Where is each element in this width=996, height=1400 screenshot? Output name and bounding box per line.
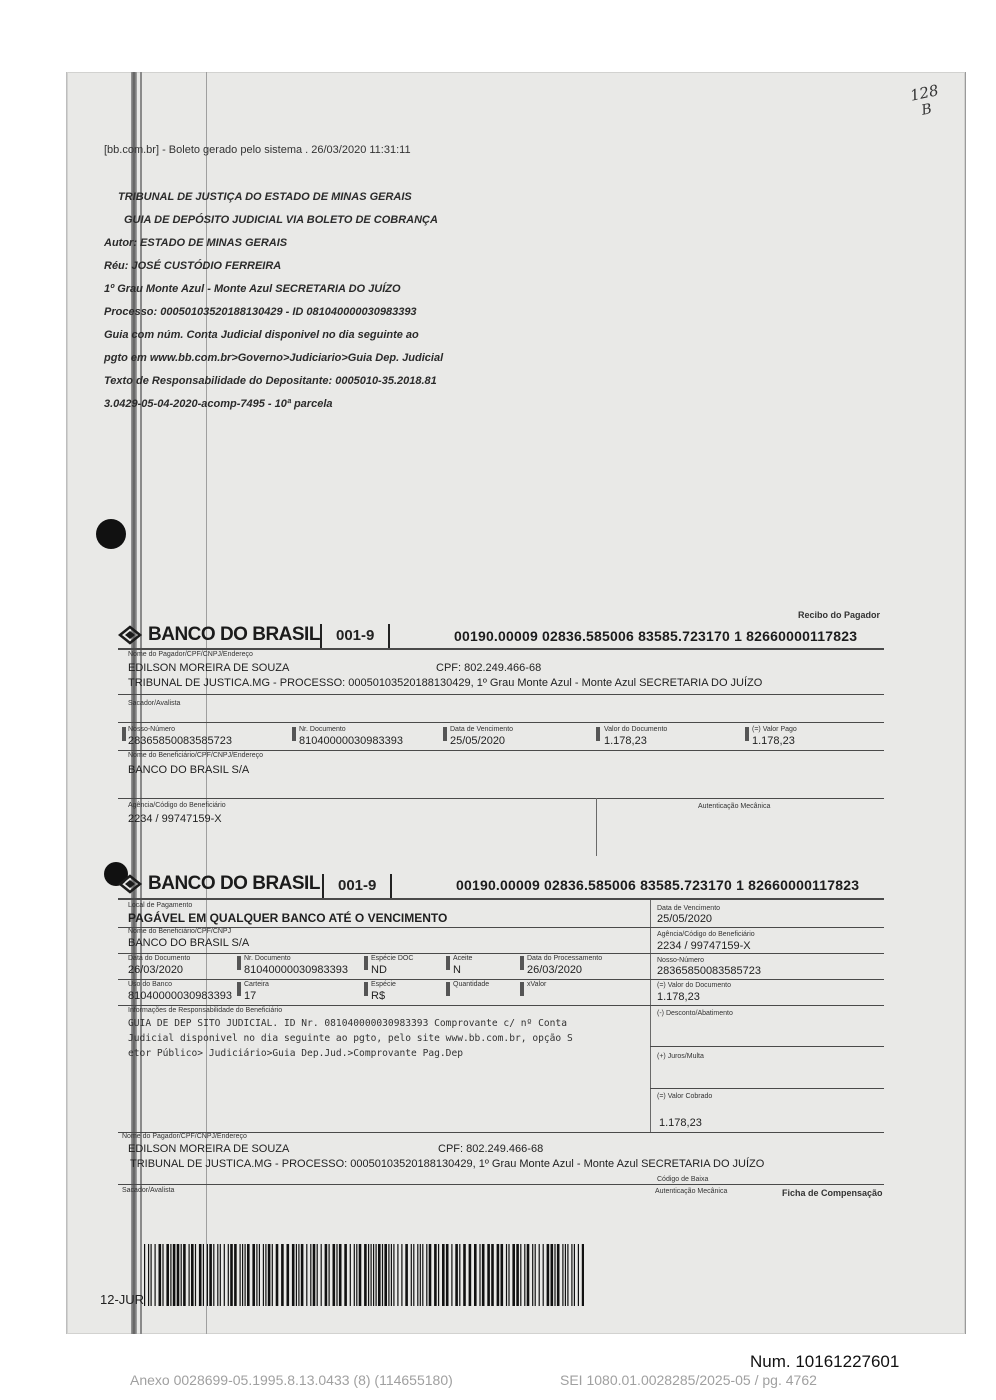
guarantor-label: Sacador/Avalista (122, 1187, 175, 1194)
agency-label: Agência/Código do Beneficiário (657, 931, 755, 938)
barcode-bar (199, 1244, 202, 1306)
barcode-bar (426, 1244, 427, 1306)
agency-label: Agência/Código do Beneficiário (128, 802, 226, 809)
barcode-bar (344, 1244, 347, 1306)
digitable-line: 00190.00009 02836.585006 83585.723170 1 82660000117823 (456, 877, 860, 893)
barcode-bar (191, 1244, 194, 1306)
barcode-bar (203, 1244, 204, 1306)
barcode-bar (325, 1244, 328, 1306)
divider-vertical (650, 900, 651, 1132)
barcode-bar (459, 1244, 460, 1306)
barcode-bar (582, 1244, 584, 1306)
divider-vertical (596, 798, 597, 856)
bank-name: BANCO DO BRASIL (148, 873, 320, 894)
doc-date-label: Data do Documento (128, 955, 191, 962)
field-marker (446, 982, 450, 996)
barcode-bar (281, 1244, 284, 1306)
divider (650, 1088, 884, 1089)
beneficiary-name: BANCO DO BRASIL S/A (128, 937, 250, 949)
barcode-bar (213, 1244, 214, 1306)
guide-line: 3.0429-05-04-2020-acomp-7495 - 10ª parcela (104, 398, 333, 410)
barcode-bar (520, 1244, 521, 1306)
barcode-bar (155, 1244, 156, 1306)
barcode-bar (354, 1244, 355, 1306)
payer-cpf: CPF: 802.249.466-68 (436, 662, 542, 674)
barcode-bar (189, 1244, 190, 1306)
barcode-bar (336, 1244, 337, 1306)
divider (118, 898, 884, 900)
barcode-bar (177, 1244, 180, 1306)
divider (118, 648, 884, 650)
charged-value: 1.178,23 (659, 1117, 702, 1129)
guide-line: Guia com núm. Conta Judicial disponivel no dia seguinte ao (104, 329, 419, 341)
barcode-bar (268, 1244, 271, 1306)
barcode-bar (420, 1244, 421, 1306)
barcode-bar (524, 1244, 525, 1306)
payer-address: TRIBUNAL DE JUSTICA.MG - PROCESSO: 00050103520188130429, 1º Grau Monte Azul - Monte Azul SECRETARIA DO JUÍZO (130, 1158, 765, 1170)
bank-logo (118, 873, 320, 895)
accept: N (453, 964, 461, 976)
barcode-bar (388, 1244, 389, 1306)
divider (118, 927, 884, 928)
barcode-bar (259, 1244, 260, 1306)
sei-reference: SEI 1080.01.0028285/2025-05 / pg. 4762 (560, 1372, 817, 1388)
barcode-bar (207, 1244, 208, 1306)
barcode-bar (181, 1244, 182, 1306)
beneficiary-label: Nome do Beneficiário/CPF/CNPJ (128, 928, 232, 935)
barcode-bar (571, 1244, 572, 1306)
barcode-bar (393, 1244, 394, 1306)
quantity-label: Quantidade (453, 981, 490, 988)
doc-type-label: Espécie DOC (371, 955, 414, 962)
boleto-barcode (144, 1244, 584, 1306)
barcode-bar (384, 1244, 387, 1306)
barcode-bar (578, 1244, 579, 1306)
barcode-bar (401, 1244, 402, 1306)
guide-line: Réu: JOSÉ CUSTÓDIO FERREIRA (104, 260, 282, 272)
barcode-bar (298, 1244, 299, 1306)
beneficiary-label: Nome do Beneficiário/CPF/CNPJ/Endereço (128, 752, 264, 759)
barcode-bar (442, 1244, 445, 1306)
barcode-bar (565, 1244, 566, 1306)
doc-number: 81040000030983393 (299, 735, 404, 747)
field-marker (745, 727, 749, 741)
barcode-bar (224, 1244, 225, 1306)
info-line: GUIA DE DEP SITO JUDICIAL. ID Nr. 081040000030983393 Comprovante c/ nº Conta (128, 1018, 567, 1029)
our-number: 28365850083585723 (128, 735, 233, 747)
barcode-bar (535, 1244, 536, 1306)
barcode-bar (356, 1244, 357, 1306)
document-number: Num. 10161227601 (750, 1352, 900, 1371)
receipt-title: Recibo do Pagador (798, 610, 881, 620)
barcode-bar (469, 1244, 472, 1306)
guide-line: Processo: 00050103520188130429 - ID 081040000030983393 (104, 306, 417, 318)
guide-line: Autor: ESTADO DE MINAS GERAIS (104, 237, 288, 249)
barcode-bar (376, 1244, 377, 1306)
barcode-bar (166, 1244, 169, 1306)
barcode-bar (359, 1244, 362, 1306)
divider (118, 979, 884, 980)
bank-use-label: Uso do Banco (128, 981, 172, 988)
agency-code: 2234 / 99747159-X (657, 940, 751, 952)
doc-type: ND (371, 964, 387, 976)
barcode-bar (159, 1244, 162, 1306)
species: R$ (371, 990, 386, 1002)
digitable-line: 00190.00009 02836.585006 83585.723170 1 82660000117823 (454, 628, 858, 644)
barcode-bar (329, 1244, 330, 1306)
barcode-caption: 12-JUR (100, 1292, 145, 1307)
barcode-bar (287, 1244, 290, 1306)
barcode-bar (539, 1244, 540, 1306)
payer-label: Nome do Pagador/CPF/CNPJ/Endereço (122, 1133, 247, 1140)
info-label: Informações de Responsabilidade do Beneficiário (128, 1007, 283, 1014)
deposit-guide-text (104, 186, 443, 416)
writeoff-code-label: Código de Baixa (657, 1176, 709, 1183)
species-label: Espécie (371, 981, 396, 988)
punch-hole (96, 519, 126, 549)
barcode-bar (333, 1244, 336, 1306)
barcode-bar (350, 1244, 351, 1306)
barcode-bar (240, 1244, 241, 1306)
paid-value: 1.178,23 (752, 735, 795, 747)
bank-code: 001-9 (320, 624, 390, 648)
barcode-bar (217, 1244, 218, 1306)
accept-label: Aceite (453, 955, 473, 962)
barcode-bar (234, 1244, 237, 1306)
payer-name: EDILSON MOREIRA DE SOUZA (128, 662, 290, 674)
barcode-bar (463, 1244, 466, 1306)
barcode-bar (501, 1244, 504, 1306)
barcode-bar (532, 1244, 533, 1306)
barcode-bar (455, 1244, 458, 1306)
barcode-bar (148, 1244, 149, 1306)
barcode-bar (310, 1244, 311, 1306)
handnote-line2: B (920, 100, 934, 119)
barcode-bar (551, 1244, 554, 1306)
bank-logo (118, 624, 320, 646)
beneficiary-name: BANCO DO BRASIL S/A (128, 764, 250, 776)
barcode-bar (429, 1244, 432, 1306)
barcode-bar (242, 1244, 243, 1306)
field-marker (446, 956, 450, 970)
barcode-bar (245, 1244, 246, 1306)
due-date: 25/05/2020 (450, 735, 506, 747)
barcode-bar (301, 1244, 304, 1306)
barcode-bar (508, 1244, 509, 1306)
barcode-bar (491, 1244, 494, 1306)
barcode-bar (434, 1244, 437, 1306)
info-line: Judicial disponivel no dia seguinte ao pgto, pelo site www.bb.com.br, opção S (128, 1033, 573, 1044)
wallet: 17 (244, 990, 257, 1002)
bb-logo-icon (118, 874, 142, 894)
guide-line: 1º Grau Monte Azul - Monte Azul SECRETARIA DO JUÍZO (104, 283, 401, 295)
barcode-bar (446, 1244, 449, 1306)
divider (118, 1005, 884, 1006)
our-number-label: Nosso-Número (128, 726, 176, 733)
annex-reference: Anexo 0028699-05.1995.8.13.0433 (8) (114655180) (130, 1372, 453, 1388)
our-number: 28365850083585723 (657, 965, 762, 977)
barcode-bar (487, 1244, 490, 1306)
barcode-bar (413, 1244, 414, 1306)
process-date-label: Data do Processamento (527, 955, 603, 962)
bank-code: 001-9 (322, 874, 392, 898)
our-number-label: Nosso-Número (657, 957, 705, 964)
doc-value-label: Valor do Documento (604, 726, 668, 733)
doc-number-label: Nr. Documento (244, 955, 291, 962)
barcode-bar (527, 1244, 530, 1306)
divider (118, 1184, 884, 1185)
barcode-bar (497, 1244, 500, 1306)
guide-line: pgto em www.bb.com.br>Governo>Judiciario>Guia Dep. Judicial (104, 352, 444, 364)
barcode-bar (479, 1244, 480, 1306)
barcode-bar (183, 1244, 186, 1306)
barcode-bar (173, 1244, 176, 1306)
payment-place: PAGÁVEL EM QUALQUER BANCO ATÉ O VENCIMENTO (128, 911, 448, 925)
barcode-bar (151, 1244, 152, 1306)
due-date-label: Data de Vencimento (450, 726, 514, 733)
charged-value-label: (=) Valor Cobrado (657, 1093, 713, 1100)
doc-number-label: Nr. Documento (299, 726, 346, 733)
divider (118, 722, 884, 723)
payer-address: TRIBUNAL DE JUSTICA.MG - PROCESSO: 00050103520188130429, 1º Grau Monte Azul - Monte Azul SECRETARIA DO JUÍZO (128, 677, 763, 689)
discount-label: (-) Desconto/Abatimento (657, 1010, 733, 1017)
barcode-bar (220, 1244, 221, 1306)
agency-code: 2234 / 99747159-X (128, 813, 222, 825)
barcode-bar (557, 1244, 560, 1306)
field-marker (443, 727, 447, 741)
barcode-bar (209, 1244, 212, 1306)
process-date: 26/03/2020 (527, 964, 583, 976)
payment-place-label: Local de Pagamento (128, 902, 193, 909)
doc-value: 1.178,23 (657, 991, 700, 1003)
barcode-bar (382, 1244, 383, 1306)
barcode-bar (313, 1244, 316, 1306)
info-line: etor Público> Judiciário>Guia Dep.Jud.>Comprovante Pag.Dep (128, 1048, 464, 1059)
barcode-bar (474, 1244, 477, 1306)
barcode-bar (567, 1244, 568, 1306)
guide-line: TRIBUNAL DE JUSTIÇA DO ESTADO DE MINAS GERAIS (118, 191, 412, 203)
divider (118, 694, 884, 695)
divider (118, 953, 884, 954)
field-marker (292, 727, 296, 741)
interest-label: (+) Juros/Multa (657, 1053, 704, 1060)
system-header: [bb.com.br] - Boleto gerado pelo sistema . 26/03/2020 11:31:11 (104, 144, 411, 156)
compensation-slip-label: Ficha de Compensação (782, 1188, 883, 1198)
paid-value-label: (=) Valor Pago (752, 726, 797, 733)
barcode-bar (397, 1244, 398, 1306)
bank-use: 81040000030983393 (128, 990, 233, 1002)
barcode-bar (276, 1244, 279, 1306)
xvalue-label: xValor (527, 981, 547, 988)
barcode-bar (417, 1244, 418, 1306)
guarantor-label: Sacador/Avalista (128, 700, 181, 707)
field-marker (520, 982, 524, 996)
barcode-bar (292, 1244, 295, 1306)
handnote-line1: 128 (908, 81, 941, 105)
field-marker (237, 982, 241, 996)
barcode-bar (230, 1244, 233, 1306)
barcode-bar (554, 1244, 555, 1306)
divider (650, 1046, 884, 1047)
barcode-bar (451, 1244, 452, 1306)
payer-name: EDILSON MOREIRA DE SOUZA (128, 1143, 290, 1155)
guide-line: GUIA DE DEPÓSITO JUDICIAL VIA BOLETO DE COBRANÇA (124, 214, 438, 226)
payer-cpf: CPF: 802.249.466-68 (438, 1143, 544, 1155)
barcode-bar (252, 1244, 255, 1306)
barcode-bar (144, 1244, 145, 1306)
barcode-bar (405, 1244, 408, 1306)
mechanical-auth-label: Autenticação Mecânica (655, 1188, 728, 1195)
doc-value: 1.178,23 (604, 735, 647, 747)
barcode-bar (247, 1244, 250, 1306)
barcode-bar (378, 1244, 381, 1306)
barcode-bar (272, 1244, 273, 1306)
barcode-bar (512, 1244, 515, 1306)
field-marker (237, 956, 241, 970)
divider (118, 750, 884, 751)
barcode-bar (562, 1244, 563, 1306)
divider (118, 798, 884, 799)
barcode-bar (321, 1244, 322, 1306)
doc-value-label: (=) Valor do Documento (657, 982, 731, 989)
barcode-bar (170, 1244, 171, 1306)
barcode-bar (162, 1244, 163, 1306)
barcode-bar (364, 1244, 367, 1306)
barcode-bar (265, 1244, 266, 1306)
barcode-bar (506, 1244, 507, 1306)
field-marker (122, 727, 126, 741)
barcode-bar (543, 1244, 544, 1306)
bb-logo-icon (118, 625, 142, 645)
barcode-bar (317, 1244, 318, 1306)
mechanical-auth-label: Autenticação Mecânica (698, 803, 771, 810)
due-date: 25/05/2020 (657, 913, 713, 925)
barcode-bar (574, 1244, 575, 1306)
barcode-bar (516, 1244, 519, 1306)
payer-label: Nome do Pagador/CPF/CNPJ/Endereço (128, 651, 253, 658)
field-marker (520, 956, 524, 970)
due-date-label: Data de Vencimento (657, 905, 721, 912)
bank-name: BANCO DO BRASIL (148, 624, 320, 645)
barcode-bar (339, 1244, 342, 1306)
barcode-bar (368, 1244, 369, 1306)
wallet-label: Carteira (244, 981, 269, 988)
guide-line: Texto de Responsabilidade do Depositante: 0005010-35.2018.81 (104, 375, 437, 387)
barcode-bar (296, 1244, 297, 1306)
barcode-bar (228, 1244, 229, 1306)
field-marker (596, 727, 600, 741)
barcode-bar (195, 1244, 196, 1306)
doc-number: 81040000030983393 (244, 964, 349, 976)
barcode-bar (263, 1244, 264, 1306)
field-marker (364, 982, 368, 996)
doc-date: 26/03/2020 (128, 964, 184, 976)
field-marker (364, 956, 368, 970)
barcode-bar (547, 1244, 550, 1306)
barcode-bar (373, 1244, 374, 1306)
barcode-bar (438, 1244, 439, 1306)
barcode-bar (306, 1244, 307, 1306)
barcode-bar (482, 1244, 485, 1306)
barcode-bar (371, 1244, 372, 1306)
barcode-bar (411, 1244, 412, 1306)
barcode-bar (256, 1244, 257, 1306)
barcode-bar (422, 1244, 423, 1306)
barcode-bar (391, 1244, 392, 1306)
